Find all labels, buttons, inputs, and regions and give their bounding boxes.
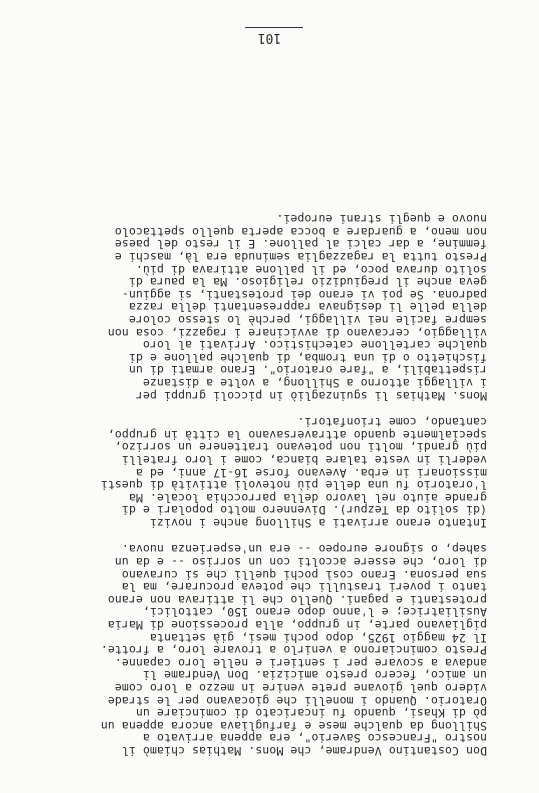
text-line: della pelle li designava rappresentanti della razza [128, 300, 487, 315]
text-line: geva anche il pregiudizio religioso. Ma la paura di [128, 275, 487, 290]
text-line: padrona. Se poi vi erano dei protestanti, si aggiun- [121, 287, 487, 302]
text-line: di loro, che essere accolti con un sorriso -- e da un [114, 555, 487, 570]
text-line: fischietto o di una tromba, di qualche pallone e di [128, 350, 487, 365]
text-line: nuovo e quegli strani europei. [276, 212, 487, 227]
paragraph-gap [47, 402, 487, 416]
page-number: 101 [257, 30, 282, 45]
text-line: pigliavano parte, in gruppo, alla processione di Maria [107, 618, 487, 633]
text-line: sahep, o signore europeo -- era un'esperienza nuova. [121, 542, 487, 557]
text-line: (di solito da Tezpur). Divennero molto popolari e di [121, 503, 487, 518]
text-line: Don Costantino Vendrame, che Mons. Mathias chiamò il [121, 744, 487, 758]
text-line: pò di Khasi, quando fu incaricato di cominciare un [135, 706, 487, 721]
text-line: Mons. Mathias li sguinzagliò in piccoli gruppi per [135, 388, 487, 403]
text-line: Shillong da qualche mese e farfugliava ancora appena un [100, 718, 487, 733]
text-line: specialmente quando attraversavano la città in gruppo, [107, 427, 487, 442]
text-line: i villaggi attorno a Shillong, a volte a distanze [142, 375, 487, 390]
text-line: più grandi, molti non potevano trattenere un sorrizo, [114, 440, 487, 455]
text-line: l'oratorio fu una delle più notevoli attività di questi [100, 478, 487, 493]
text-line: nostro "Francesco Saverio", era appena arrivato a [142, 731, 487, 746]
text-line: Presto cominciarono a venirlo a trovare loro, a frotte. [100, 643, 487, 658]
text-line: qualche cartellone catechistico. Arrivati al loro [142, 338, 487, 353]
text-line: Intanto erano arrivati a Shillong anche i novizi [149, 515, 487, 530]
page-number-underline [245, 27, 303, 28]
text-line: videro quel giovane prete venire in mezzo a loro come [114, 681, 487, 696]
text-line: tanto i poveri trastulli che poteva procurare, ma la [121, 580, 487, 595]
text-line: andava a scovare per i sentieri e nelle loro capanne. [114, 655, 487, 670]
text-line: villaggio, cercavano di avvicinare i ragazzi, cosa non [107, 325, 487, 340]
text-line: cantando, come trionfatori. [297, 415, 487, 430]
paragraph-gap [47, 529, 487, 543]
text-line: Presto tutta la ragazzaglia seminuda era là, maschi e [114, 250, 487, 265]
body-text [47, 213, 487, 757]
text-line: grande aiuto nel lavoro della parrocchia locale. Ma [128, 490, 487, 505]
text-line: rispettabili, a "fare oratorio". Erano armati di un [128, 363, 487, 378]
text-line: Il 24 maggio 1925, dopo pochi mesi, già settanta [149, 630, 487, 645]
text-line: missionari in erba. Avevano forse 16-17 anni, ed a [135, 465, 487, 480]
text-line: protestanti e pagani. Quello che li attirava non erano [107, 592, 487, 607]
text-line: sempre facile nei villaggi, perchè lo stesso colore [128, 313, 487, 327]
text-line: Ausiliatrice; e l'anno dopo erano 150, cattolici, [142, 605, 487, 620]
text-line: vederli in veste talare bianca, come i loro fratelli [121, 452, 487, 467]
text-line: non meno, a guardare a bocca aperta quello spettacolo [114, 224, 487, 239]
text-line: femmine, a dar calci al pallone. E il resto del paese [114, 237, 487, 252]
text-line: solito durava poco, ed il pallone attirava di più. [135, 262, 487, 277]
text-line: Oratorio. Quando i monelli che giocavano per le strade [107, 693, 487, 708]
text-line: sua persona. Erano così pochi quelli che si curavano [121, 567, 487, 582]
text-line: un amico, fecero presto amicizia. Don Vendrame li [142, 668, 487, 683]
